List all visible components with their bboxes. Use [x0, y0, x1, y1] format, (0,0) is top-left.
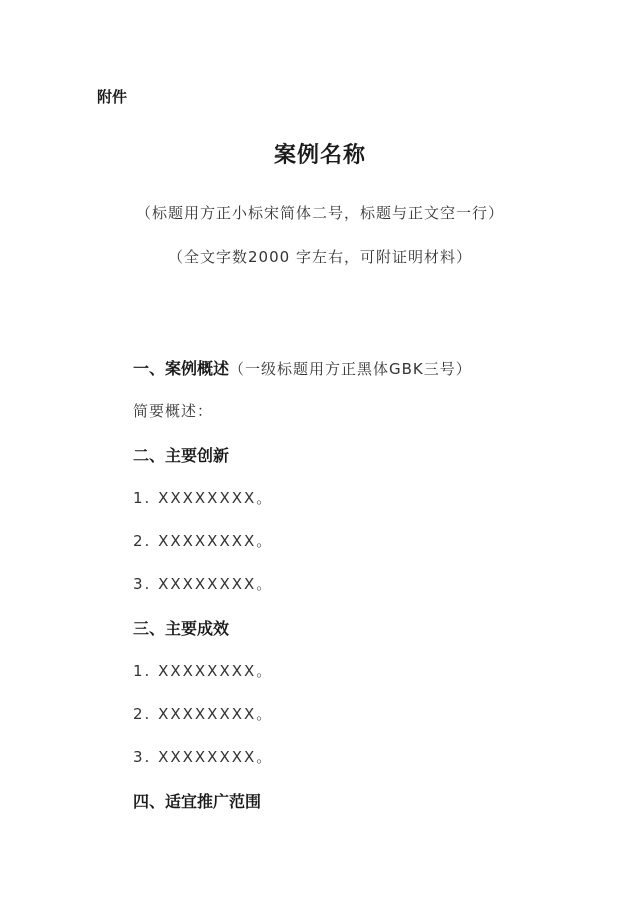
section-heading-overview	[133, 356, 472, 379]
section-heading-text: 一、案例概述	[133, 359, 230, 378]
heading-format-hint: （一级标题用方正黑体GBK三号）	[229, 360, 472, 378]
word-count-note: （全文字数2000 字左右，可附证明材料）	[168, 248, 472, 266]
attachment-label: 附件	[97, 88, 128, 106]
list-item: 2. XXXXXXXX。	[133, 705, 274, 723]
summary-label: 简要概述：	[133, 402, 214, 420]
title-format-note: （标题用方正小标宋简体二号，标题与正文空一行）	[135, 204, 504, 222]
section-heading-scope: 四、适宜推广范围	[133, 792, 262, 811]
list-item: 3. XXXXXXXX。	[133, 575, 274, 593]
list-item: 1. XXXXXXXX。	[133, 489, 274, 507]
document-title: 案例名称	[273, 143, 366, 168]
list-item: 2. XXXXXXXX。	[133, 532, 274, 550]
section-heading-innovation: 二、主要创新	[133, 446, 230, 465]
list-item: 1. XXXXXXXX。	[133, 662, 274, 680]
section-heading-results: 三、主要成效	[133, 619, 230, 638]
list-item: 3. XXXXXXXX。	[133, 748, 274, 766]
